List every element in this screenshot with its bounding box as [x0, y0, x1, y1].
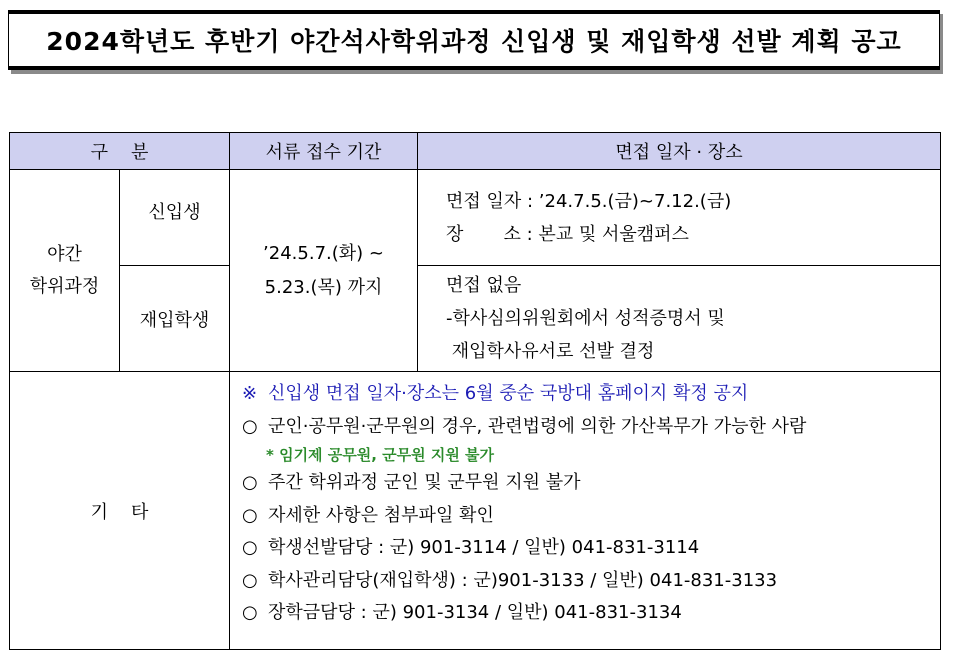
header-document-period: 서류 접수 기간 [230, 133, 418, 170]
list-item-text: 군인·공무원·군무원의 경우, 관련법령에 의한 가산복무가 가능한 사람 [268, 415, 807, 437]
document-period-line-2: 5.23.(목) 까지 [264, 276, 383, 298]
circle-bullet-icon: ○ [242, 472, 258, 493]
list-item [242, 467, 940, 500]
header-row [10, 133, 941, 170]
list-item-text: 주간 학위과정 군인 및 군무원 지원 불가 [268, 472, 581, 493]
document-period-cell [230, 170, 418, 372]
table-row-readmission [10, 266, 941, 372]
list-item-text: 자세한 사항은 첨부파일 확인 [268, 504, 494, 526]
page-title: 2024학년도 후반기 야간석사학위과정 신입생 및 재입학생 선발 계획 공고 [46, 27, 902, 56]
program-line-1: 야간 [47, 243, 82, 265]
circle-bullet-icon: ○ [242, 415, 258, 437]
list-item [242, 597, 940, 630]
table-row-other [10, 372, 941, 650]
table-row-new-student [10, 170, 941, 266]
interview-place-line: 장 소 : 본교 및 서울캠퍼스 [446, 223, 689, 245]
other-label: 기 타 [90, 501, 149, 523]
circle-bullet-icon: ○ [242, 569, 258, 591]
new-student-label-cell [120, 170, 230, 266]
list-item [242, 500, 940, 533]
program-line-2: 학위과정 [29, 275, 100, 297]
selection-plan-table [9, 132, 941, 650]
list-item-text: 장학금담당 : 군) 901-3134 / 일반) 041-831-3134 [268, 602, 682, 623]
notice-line [242, 378, 940, 411]
readmission-label: 재입학생 [139, 309, 210, 331]
other-label-cell [10, 372, 230, 650]
list-item-text: 학사관리담당(재입학생) : 군)901-3133 / 일반) 041-831-3133 [268, 569, 778, 591]
program-cell [10, 170, 120, 372]
list-item [242, 532, 940, 565]
readmission-line-1: 면접 없음 [446, 275, 522, 296]
readmission-line-2: -학사심의위원회에서 성적증명서 및 [446, 308, 725, 329]
reference-mark-icon: ※ [242, 383, 258, 404]
circle-bullet-icon: ○ [242, 602, 258, 623]
circle-bullet-icon: ○ [242, 537, 258, 558]
list-item-text: 학생선발담당 : 군) 901-3114 / 일반) 041-831-3114 [268, 537, 700, 558]
document-period-line-1: ’24.5.7.(화) ~ [263, 242, 384, 264]
list-item [242, 411, 940, 444]
title-box [8, 10, 940, 70]
new-student-label: 신입생 [148, 202, 201, 223]
header-interview: 면접 일자 · 장소 [418, 133, 941, 170]
list-item [242, 565, 940, 598]
interview-date-line: 면접 일자 : ’24.7.5.(금)~7.12.(금) [446, 190, 732, 212]
other-notes-cell [230, 372, 941, 650]
circle-bullet-icon: ○ [242, 504, 258, 526]
readmission-label-cell [120, 266, 230, 372]
notice-text: 신입생 면접 일자·장소는 6월 중순 국방대 홈페이지 확정 공지 [268, 383, 749, 404]
header-category: 구 분 [10, 133, 230, 170]
new-student-interview-cell [418, 170, 941, 266]
readmission-interview-cell [418, 266, 941, 372]
sub-note-line: * 임기제 공무원, 군무원 지원 불가 [266, 446, 495, 464]
readmission-line-3: 재입학사유서로 선발 결정 [446, 341, 655, 362]
